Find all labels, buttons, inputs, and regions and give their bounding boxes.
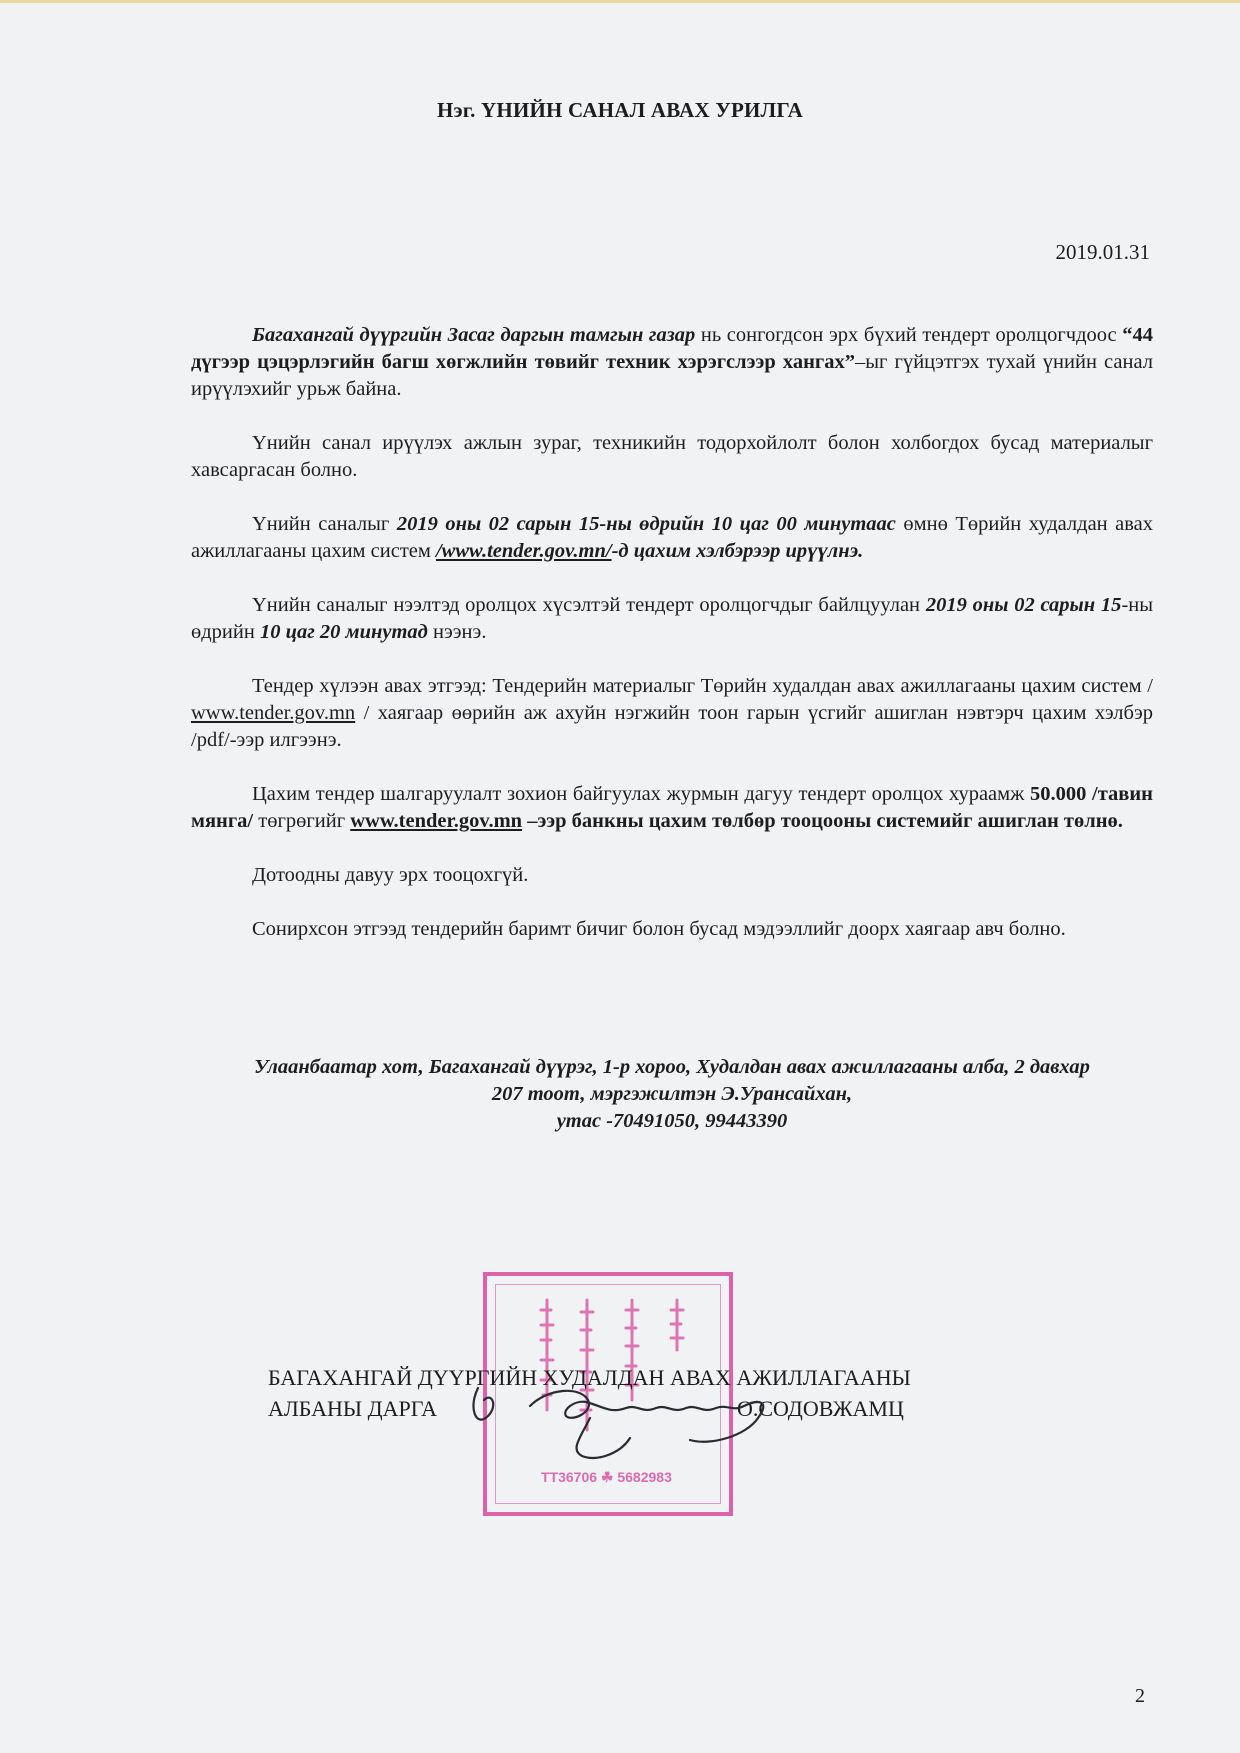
submission-deadline: 2019 оны 02 сарын 15-ны өдрийн 10 цаг 00 минутаас xyxy=(396,513,896,535)
tender-link[interactable]: www.tender.gov.mn xyxy=(191,702,356,724)
organization-name: Багахангай дүүргийн Засаг даргын тамгын газар xyxy=(252,324,696,346)
paragraph-preference: Дотоодны давуу эрх тооцохгүй. xyxy=(252,864,529,886)
tender-link[interactable]: /www.tender.gov.mn/ xyxy=(435,540,612,562)
contact-address xyxy=(191,1054,1153,1135)
paragraph-deadline: Үнийн саналыг 2019 оны 02 сарын 15-ны өдрийн 10 цаг 00 минутаас өмнө Төрийн худалдан авах ажиллагааны цахим систем /www.tender.gov.mn/-д цахим хэлбэрээр ирүүлнэ. xyxy=(191,513,1153,562)
paragraph-opening: Үнийн саналыг нээлтэд оролцох хүсэлтэй тендерт оролцогчдыг байлцуулан 2019 оны 02 сарын 15-ны өдрийн 10 цаг 20 минутад нээнэ. xyxy=(191,594,1154,643)
paragraph-attachments: Үнийн санал ирүүлэх ажлын зураг, техникийн тодорхойлолт болон холбогдох бусад материалыг хавсаргасан болно. xyxy=(191,432,1153,481)
document-body xyxy=(191,322,1153,967)
tender-link[interactable]: www.tender.gov.mn xyxy=(350,810,523,832)
document-date: 2019.01.31 xyxy=(1055,240,1150,264)
paragraph-submission: Тендер хүлээн авах этгээд: Тендерийн материалыг Төрийн худалдан авах ажиллагааны цахим систем / www.tender.gov.mn / хаягаар өөрийн аж ахуйн нэгжийн тоон гарын үсгийг ашиглан нэвтэрч цахим хэлбэр /pdf/-ээр илгээнэ. xyxy=(191,675,1153,751)
page-number: 2 xyxy=(1135,1685,1145,1707)
signatory-name: О.СОДОВЖАМЦ xyxy=(736,1396,904,1421)
stamp-number: ТТ36706 ☘ 5682983 xyxy=(541,1469,672,1485)
document-title: Нэг. ҮНИЙН САНАЛ АВАХ УРИЛГА xyxy=(436,98,803,122)
project-name: “44 дүгээр цэцэрлэгийн багш хөгжлийн төвийг техник хэрэгслээр хангах” xyxy=(191,324,1153,373)
paragraph-contact: Сонирхсон этгээд тендерийн баримт бичиг болон бусад мэдээллийг доорх хаягаар авч болно. xyxy=(252,918,1066,940)
address-phone: утас -70491050, 99443390 xyxy=(556,1110,788,1132)
scan-edge xyxy=(0,0,1240,3)
signatory-office: БАГАХАНГАЙ ДҮҮРГИЙН ХУДАЛДАН АВАХ АЖИЛЛАГААНЫ xyxy=(268,1365,911,1390)
signatory-role: АЛБАНЫ ДАРГА xyxy=(268,1396,437,1421)
address-line: Улаанбаатар хот, Багахангай дүүрэг, 1-р хороо, Худалдан авах ажиллагааны алба, 2 давхар xyxy=(254,1056,1090,1078)
paragraph-invitation: Багахангай дүүргийн Засаг даргын тамгын газар нь сонгогдсон эрх бүхий тендерт оролцогчдоос “44 дүгээр цэцэрлэгийн багш хөгжлийн төвийг техник хэрэгслээр хангах”–ыг гүйцэтгэх тухай үнийн санал ирүүлэхийг урьж байна. xyxy=(191,324,1153,400)
paragraph-fee: Цахим тендер шалгаруулалт зохион байгуулах журмын дагуу тендерт оролцох хураамж 50.000 /тавин мянга/ төгрөгийг www.tender.gov.mn –ээр банкны цахим төлбөр тооцооны системийг ашиглан төлнө. xyxy=(191,783,1153,832)
opening-date: 2019 оны 02 сарын 15 xyxy=(925,594,1122,616)
tender-fee: 50.000 /тавин мянга/ xyxy=(191,783,1153,832)
handwritten-signature xyxy=(470,1378,810,1468)
address-line: 207 тоот, мэргэжилтэн Э.Урансайхан, xyxy=(491,1083,853,1105)
opening-time: 10 цаг 20 минутад xyxy=(259,621,428,643)
